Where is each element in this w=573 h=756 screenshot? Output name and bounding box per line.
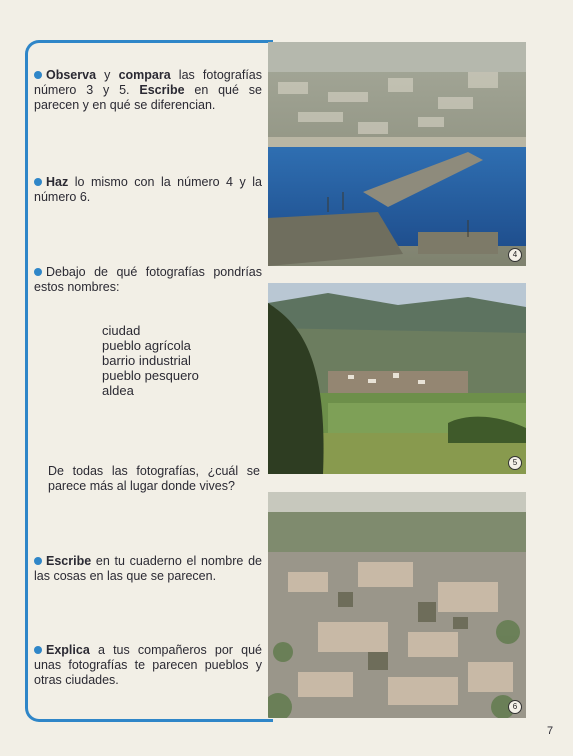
photo-aerial-town	[268, 492, 526, 718]
harbour-city-image	[268, 42, 526, 266]
keyword-escribe: Escribe	[46, 554, 92, 568]
names-list	[102, 323, 199, 398]
text: en qué se parecen y en qué se diferencian.	[34, 83, 262, 112]
text: De todas las fotografías, ¿cuál se parece más al lugar donde vives?	[48, 464, 260, 493]
list-item: pueblo agrícola	[102, 338, 191, 353]
activity-explica	[34, 643, 262, 688]
list-item: barrio industrial	[102, 353, 191, 368]
activity-haz	[34, 175, 262, 205]
photo-agricultural-village	[268, 283, 526, 474]
question-where-you-live	[48, 464, 260, 494]
page-number: 7	[547, 725, 554, 737]
keyword-escribe: Escribe	[139, 83, 185, 97]
text: y	[96, 68, 119, 82]
list-item: pueblo pesquero	[102, 368, 199, 383]
bullet-icon	[34, 646, 42, 654]
list-item: aldea	[102, 383, 134, 398]
text: a tus compañeros por qué unas fotografías te parecen pueblos y otras ciudades.	[34, 643, 262, 687]
activity-names	[34, 265, 262, 295]
keyword-observa: Observa	[46, 68, 97, 82]
bullet-icon	[34, 268, 42, 276]
text: las fotografías número 3 y 5.	[34, 68, 262, 97]
photo-number-label: 4	[508, 248, 522, 262]
text: lo mismo con la número 4 y la número 6.	[34, 175, 262, 204]
bullet-icon	[34, 178, 42, 186]
keyword-compara: compara	[118, 68, 171, 82]
photo-number-label: 6	[508, 700, 522, 714]
photo-harbour-city	[268, 42, 526, 266]
text: en tu cuaderno el nombre de las cosas en las que se parecen.	[34, 554, 262, 583]
bullet-icon	[34, 557, 42, 565]
aerial-town-image	[268, 492, 526, 718]
photo-number-label: 5	[508, 456, 522, 470]
keyword-haz: Haz	[46, 175, 69, 189]
keyword-explica: Explica	[46, 643, 90, 657]
village-valley-image	[268, 283, 526, 474]
bullet-icon	[34, 71, 42, 79]
activity-escribe-cuaderno	[34, 554, 262, 584]
list-item: ciudad	[102, 323, 141, 338]
activity-observe-compare	[34, 68, 262, 113]
text: Debajo de qué fotografías pondrías estos nombres:	[34, 265, 262, 294]
